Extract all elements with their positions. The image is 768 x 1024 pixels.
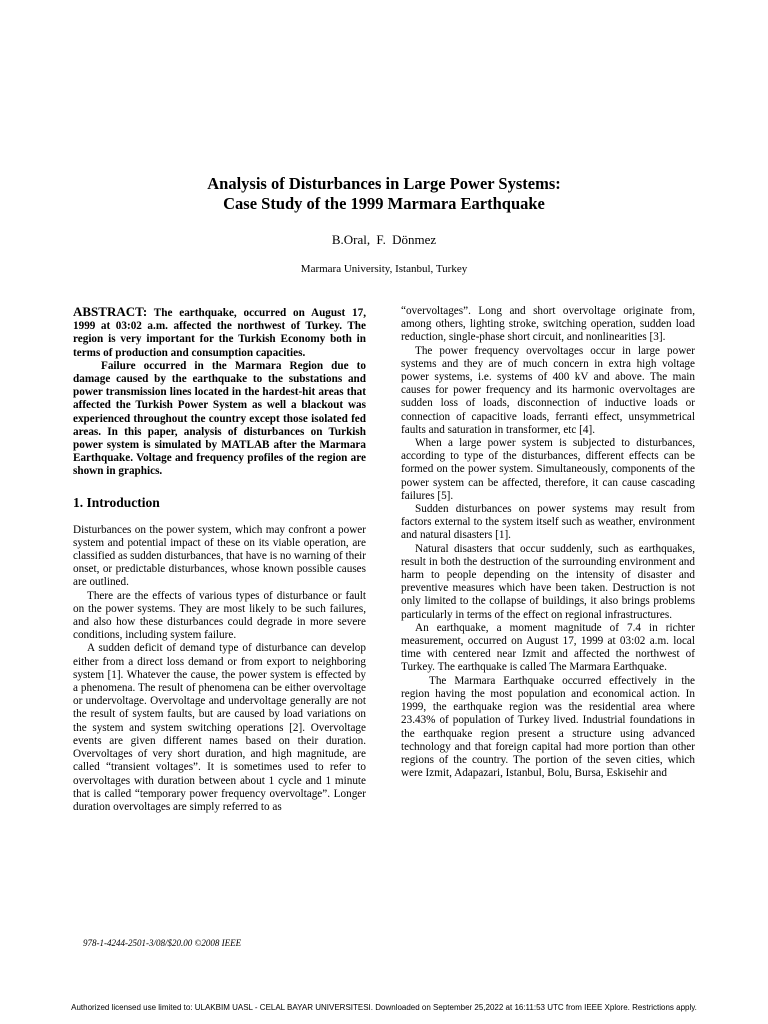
- right-paragraph-6: An earthquake, a moment magnitude of 7.4 in richter measurement, occurred on August 17, 1999 at 03:02 a.m. local time with centered near Izmit and affected the northwest of Turkey. The earthquake is called The Marmara Earthquake.: [401, 621, 695, 674]
- left-paragraph-3: A sudden deficit of demand type of disturbance can develop either from a direct loss demand or from export to neighboring system [1]. Whatever the cause, the power system is effected by a phenomena. The result of phenomena can be either overvoltage or undervoltage. Overvoltage and undervoltage generally are not the result of system faults, but are caused by load variations on the system and system switching operations [2]. Overvoltage events are given different names based on their duration. Overvoltages of very short duration, and high magnitude, are called “transient voltages”. It is sometimes used to refer to overvoltages with duration between about 1 cycle and 1 minute that is called “temporary power frequency overvoltage”. Longer duration overvoltages are simply referred to as: [73, 642, 366, 813]
- isbn-copyright: 978-1-4244-2501-3/08/$20.00 ©2008 IEEE: [83, 938, 242, 948]
- right-column: [401, 305, 695, 780]
- paper-title-line-1: Analysis of Disturbances in Large Power Systems:: [207, 174, 561, 193]
- affiliation: Marmara University, Istanbul, Turkey: [300, 263, 468, 275]
- right-paragraph-2: The power frequency overvoltages occur in large power systems and they are of much concern in extra high voltage power systems, i.e. systems of 400 kV and above. The main causes for power frequency and its harmonic overvoltages are sudden loss of loads, disconnection of inductive loads or connection of capacitive loads, ferranti effect, unsymmetrical faults and saturation in transformer, etc [4].: [401, 344, 695, 436]
- license-footer: Authorized licensed use limited to: ULAKBIM UASL - CELAL BAYAR UNIVERSITESI. Downloaded on September 25,2022 at 16:11:53 UTC from IEEE Xplore. Restrictions apply.: [71, 1003, 697, 1012]
- left-paragraph-2: There are the effects of various types of disturbance or fault on the power systems. They are most likely to be such failures, and also how these disturbances could degrade in more severe conditions, including system failure.: [73, 589, 366, 642]
- left-paragraph-1: Disturbances on the power system, which may confront a power system and potential impact of these on its viable operation, are classified as sudden disturbances, that have is no warning of their onset, or predictable disturbances, whose known possible causes are outlined.: [73, 523, 366, 589]
- right-paragraph-4: Sudden disturbances on power systems may result from factors external to the system itself such as weather, environment and natural disasters [1].: [401, 503, 695, 542]
- abstract-text-1: The earthquake, occurred on August 17, 1999 at 03:02 a.m. affected the northwest of Turkey. The region is very important for the Turkish Economy both in terms of production and consumption capacities.: [73, 307, 366, 359]
- authors: B.Oral, F. Dönmez: [331, 232, 437, 247]
- right-paragraph-7: The Marmara Earthquake occurred effectively in the region having the most population and economical action. In 1999, the earthquake region was the residential area where 23.43% of population of Turkey lived. Industrial foundations in the earthquake region present a structure using advanced technology and that foreign capital had more portion than other regions of the country. The portion of the seven cities, which were Izmit, Adapazari, Istanbul, Bolu, Bursa, Eskisehir and: [401, 674, 695, 780]
- abstract-paragraph-1: [73, 305, 366, 360]
- abstract-paragraph-2: Failure occurred in the Marmara Region due to damage caused by the earthquake to the substations and power transmission lines located in the hardest-hit areas that affected the Turkish Power System as well a blackout was experienced throughout the country except those isolated fed areas. In this paper, analysis of disturbances on Turkish power system is simulated by MATLAB after the Marmara Earthquake. Voltage and frequency profiles of the region are shown in graphics.: [73, 359, 366, 478]
- right-paragraph-5: Natural disasters that occur suddenly, such as earthquakes, result in both the destruction of the surrounding environment and harm to people depending on the intensity of disaster and preventive measures which have been taken. Destruction is not only limited to the collapse of buildings, it also brings problems particularly in terms of the effect on regional infrastructures.: [401, 542, 695, 621]
- section-heading-introduction: 1. Introduction: [73, 494, 160, 510]
- paper-title-line-2: Case Study of the 1999 Marmara Earthquake: [223, 194, 545, 213]
- abstract-label: ABSTRACT:: [73, 304, 148, 319]
- right-paragraph-3: When a large power system is subjected to disturbances, according to type of the disturbances, different effects can be formed on the power system. Simultaneously, components of the power system can be affected, therefore, it can cause cascading failures [5].: [401, 437, 695, 502]
- left-column: [73, 305, 366, 814]
- right-paragraph-1: “overvoltages”. Long and short overvoltage originate from, among others, lighting stroke, switching operation, sudden load reduction, single-phase short circuit, and nonlinearities [3].: [401, 305, 695, 344]
